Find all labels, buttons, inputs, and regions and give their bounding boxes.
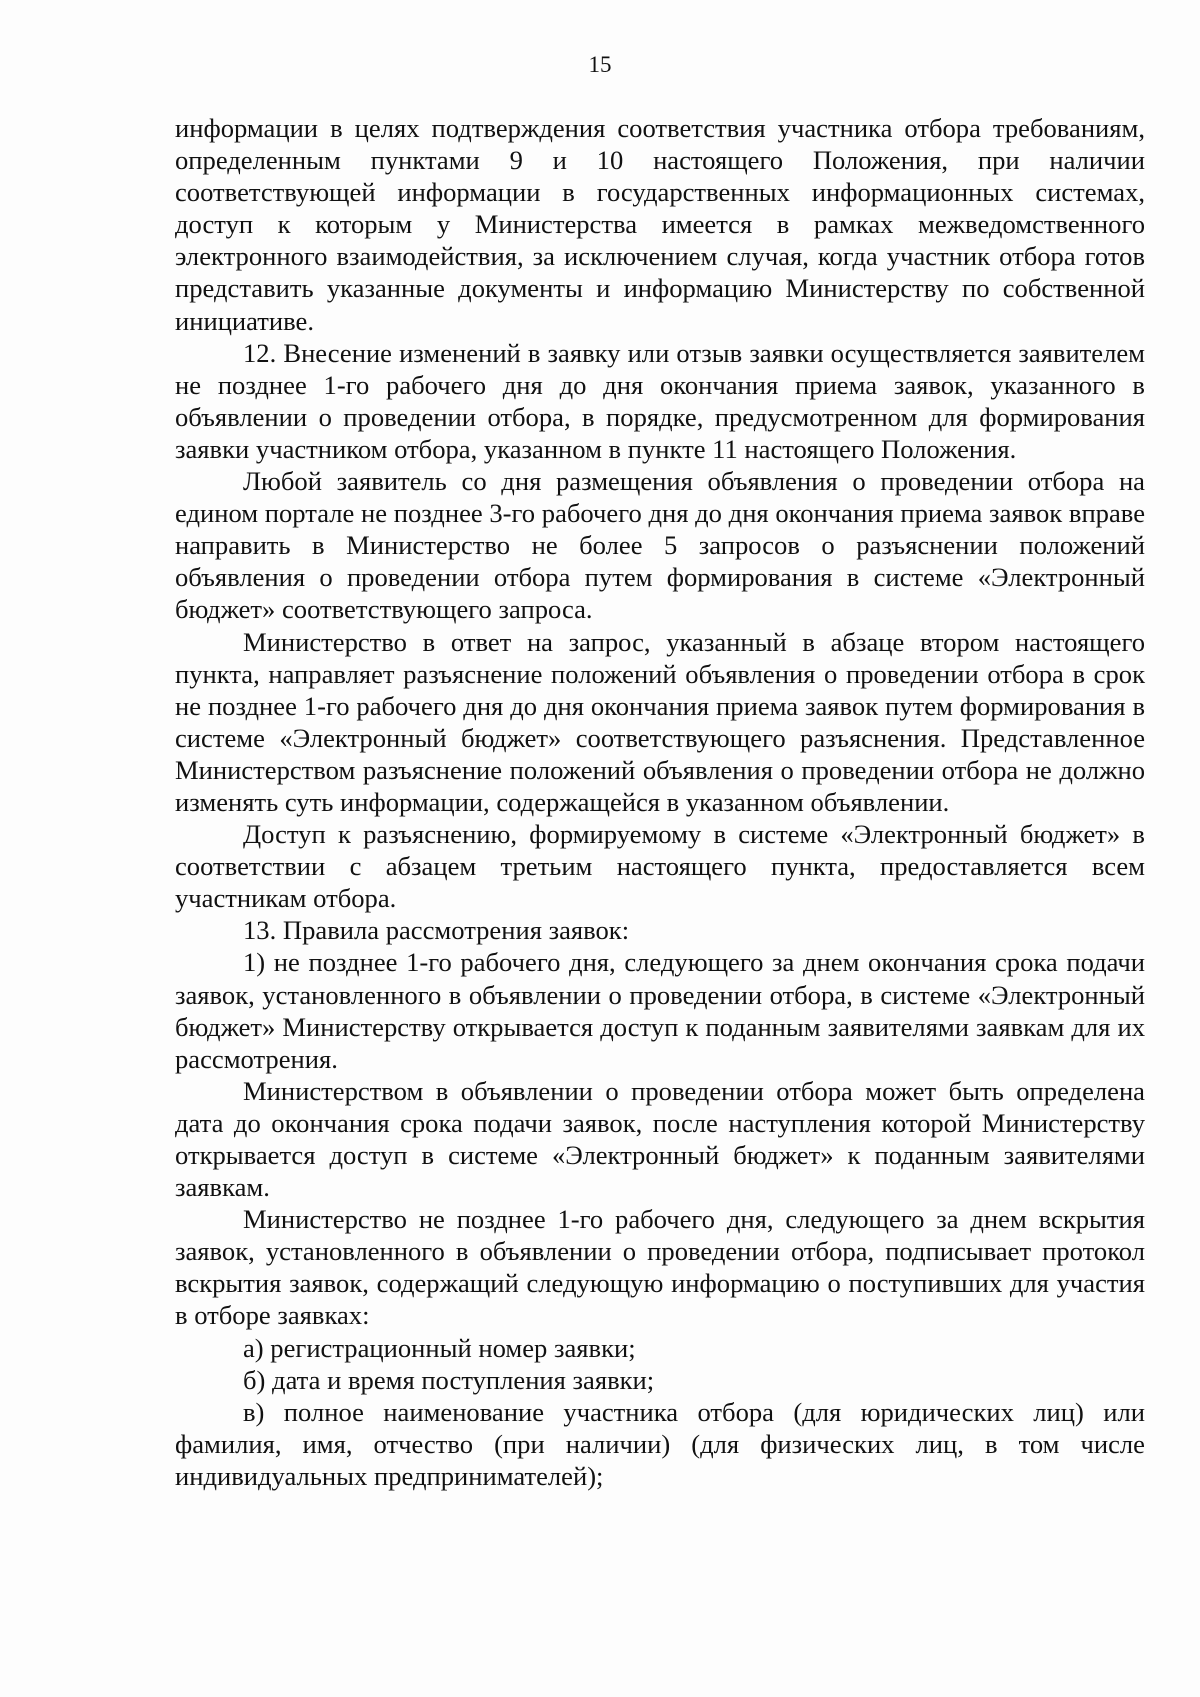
paragraph-clause-13-heading: 13. Правила рассмотрения заявок: — [243, 915, 630, 946]
list-item-a: а) регистрационный номер заявки; — [243, 1332, 636, 1363]
list-item-v: в) полное наименование участника отбора (для юридических лиц) или фамилия, имя, отчество (при наличии) (для физических лиц, в том числе индивидуальных предпринимателей); — [175, 1396, 1145, 1491]
paragraph-ministry-response: Министерство в ответ на запрос, указанный в абзаце втором настоящего пункта, направляет разъяснение положений объявления о проведении отбора в срок не позднее 1-го рабочего дня до дня окончания приема заявок путем формирования в системе «Электронный бюджет» соответствующего разъяснения. Представленное Министерством разъяснение положений объявления о проведении отбора не должно изменять суть информации, содержащейся в указанном объявлении. — [175, 626, 1145, 817]
paragraph-rule-1: 1) не позднее 1-го рабочего дня, следующего за днем окончания срока подачи заявок, установленного в объявлении о проведении отбора, в системе «Электронный бюджет» Министерству открывается доступ к поданным заявителями заявкам для их рассмотрения. — [175, 947, 1145, 1074]
paragraph-access-date: Министерством в объявлении о проведении отбора может быть определена дата до окончания срока подачи заявок, после наступления которой Министерству открывается доступ в системе «Электронный бюджет» к поданным заявителями заявкам. — [175, 1075, 1145, 1203]
list-item-b: б) дата и время поступления заявки; — [243, 1364, 655, 1395]
paragraph-continuation: информации в целях подтверждения соответствия участника отбора требованиям, определенным пунктами 9 и 10 настоящего Положения, при наличии соответствующей информации в государственных информационных системах, доступ к которым у Министерства имеется в рамках межведомственного электронного взаимодействия, за исключением случая, когда участник отбора готов представить указанные документы и информацию Министерству по собственной инициативе. — [175, 113, 1145, 336]
paragraph-clarification-access: Доступ к разъяснению, формируемому в системе «Электронный бюджет» в соответствии с абзацем третьим настоящего пункта, предоставляется всем участникам отбора. — [175, 819, 1145, 914]
document-body — [175, 112, 1145, 1492]
paragraph-clause-12: 12. Внесение изменений в заявку или отзыв заявки осуществляется заявителем не позднее 1-го рабочего дня до дня окончания приема заявок, указанного в объявлении о проведении отбора, в порядке, предусмотренном для формирования заявки участником отбора, указанном в пункте 11 настоящего Положения. — [175, 337, 1145, 464]
paragraph-clarification-request: Любой заявитель со дня размещения объявления о проведении отбора на едином портале не позднее 3-го рабочего дня до дня окончания приема заявок вправе направить в Министерство не более 5 запросов о разъяснении положений объявления о проведении отбора путем формирования в системе «Электронный бюджет» соответствующего запроса. — [175, 466, 1145, 625]
paragraph-opening-protocol: Министерство не позднее 1-го рабочего дня, следующего за днем вскрытия заявок, установленного в объявлении о проведении отбора, подписывает протокол вскрытия заявок, содержащий следующую информацию о поступивших для участия в отборе заявках: — [175, 1204, 1145, 1331]
page-number: 15 — [588, 52, 612, 77]
